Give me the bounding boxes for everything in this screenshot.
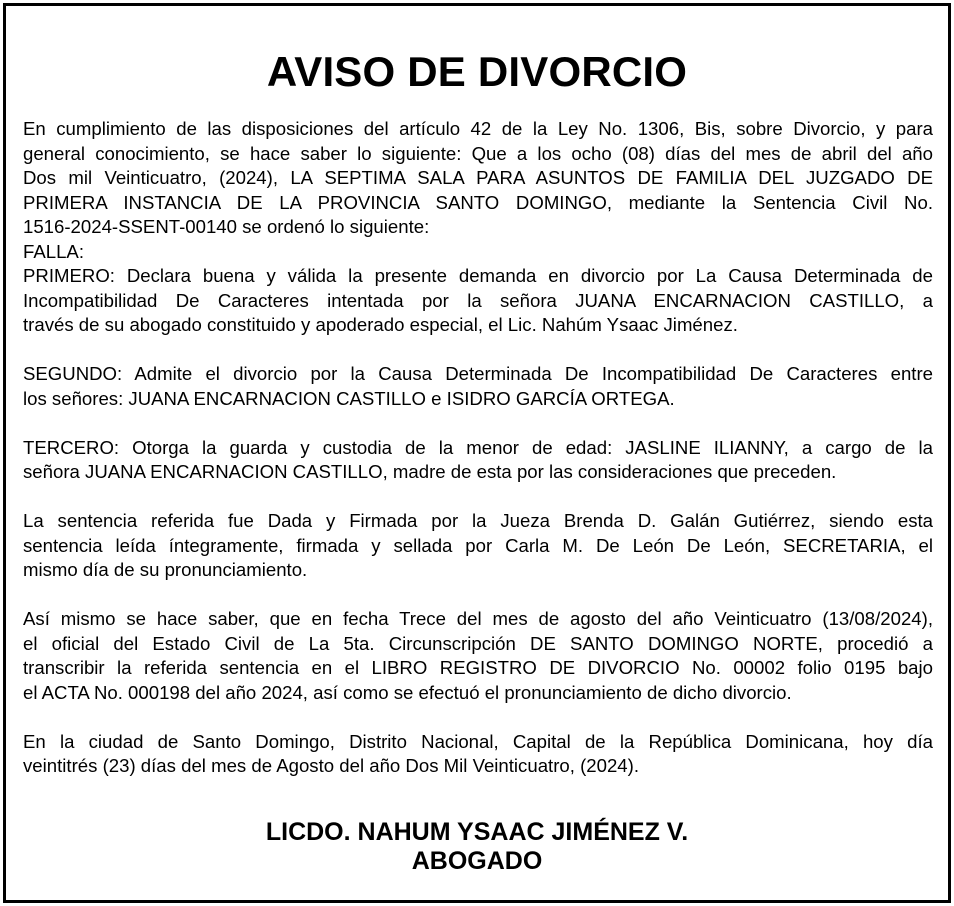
body-line: mismo día de su pronunciamiento.: [23, 559, 308, 580]
body-line: En la ciudad de Santo Domingo, Distrito Nacional, Capital de la República Dominicana, hoy día: [23, 730, 933, 752]
notice-body: [23, 117, 933, 779]
paragraph-gap: [23, 705, 933, 730]
paragraph-gap: [23, 411, 933, 436]
body-line: los señores: JUANA ENCARNACION CASTILLO e ISIDRO GARCÍA ORTEGA.: [23, 387, 675, 409]
signature-role: ABOGADO: [411, 847, 543, 875]
body-line: el ACTA No. 000198 del año 2024, así como se efectuó el pronunciamiento de dicho divorcio.: [23, 681, 792, 703]
signature-name: LICDO. NAHUM YSAAC JIMÉNEZ V.: [265, 818, 689, 846]
body-line: señora JUANA ENCARNACION CASTILLO, madre de esta por las consideraciones que preceden.: [23, 461, 837, 482]
body-line: En cumplimiento de las disposiciones del artículo 42 de la Ley No. 1306, Bis, sobre Divorcio, y para: [23, 118, 933, 139]
paragraph-gap: [23, 583, 933, 608]
body-line: 1516-2024-SSENT-00140 se ordenó lo siguiente:: [23, 216, 430, 237]
body-line: PRIMERA INSTANCIA DE LA PROVINCIA SANTO DOMINGO, mediante la Sentencia Civil No.: [23, 191, 933, 213]
body-line: sentencia leída íntegramente, firmada y sellada por Carla M. De León De León, SECRETARIA, el: [23, 534, 933, 556]
notice-title: AVISO DE DIVORCIO: [266, 48, 688, 95]
body-line: Incompatibilidad De Caracteres intentada por la señora JUANA ENCARNACION CASTILLO, a: [23, 289, 933, 311]
body-line: través de su abogado constituido y apoderado especial, el Lic. Nahúm Ysaac Jiménez.: [23, 314, 738, 335]
body-line: La sentencia referida fue Dada y Firmada por la Jueza Brenda D. Galán Gutiérrez, siendo esta: [23, 510, 933, 531]
paragraph-gap: [23, 485, 933, 510]
body-line: veintitrés (23) días del mes de Agosto del año Dos Mil Veinticuatro, (2024).: [23, 755, 639, 776]
body-line: Dos mil Veinticuatro, (2024), LA SEPTIMA SALA PARA ASUNTOS DE FAMILIA DEL JUZGADO DE: [23, 167, 933, 188]
signature-block: [6, 818, 948, 876]
body-line: SEGUNDO: Admite el divorcio por la Causa Determinada De Incompatibilidad De Caracteres entre: [23, 363, 933, 384]
paragraph-gap: [23, 338, 933, 363]
body-line: Así mismo se hace saber, que en fecha Trece del mes de agosto del año Veinticuatro (13/08/2024),: [23, 608, 933, 629]
body-line: el oficial del Estado Civil de La 5ta. Circunscripción DE SANTO DOMINGO NORTE, procedió a: [23, 632, 933, 654]
body-line: transcribir la referida sentencia en el LIBRO REGISTRO DE DIVORCIO No. 00002 folio 0195 bajo: [23, 657, 933, 678]
body-line: TERCERO: Otorga la guarda y custodia de la menor de edad: JASLINE ILIANNY, a cargo de la: [23, 436, 933, 458]
body-line: general conocimiento, se hace saber lo siguiente: Que a los ocho (08) días del mes de abril del año: [23, 142, 933, 164]
divorce-notice: [3, 3, 951, 903]
body-line: PRIMERO: Declara buena y válida la presente demanda en divorcio por La Causa Determinada de: [23, 265, 933, 286]
falla-heading: FALLA:: [23, 240, 84, 262]
